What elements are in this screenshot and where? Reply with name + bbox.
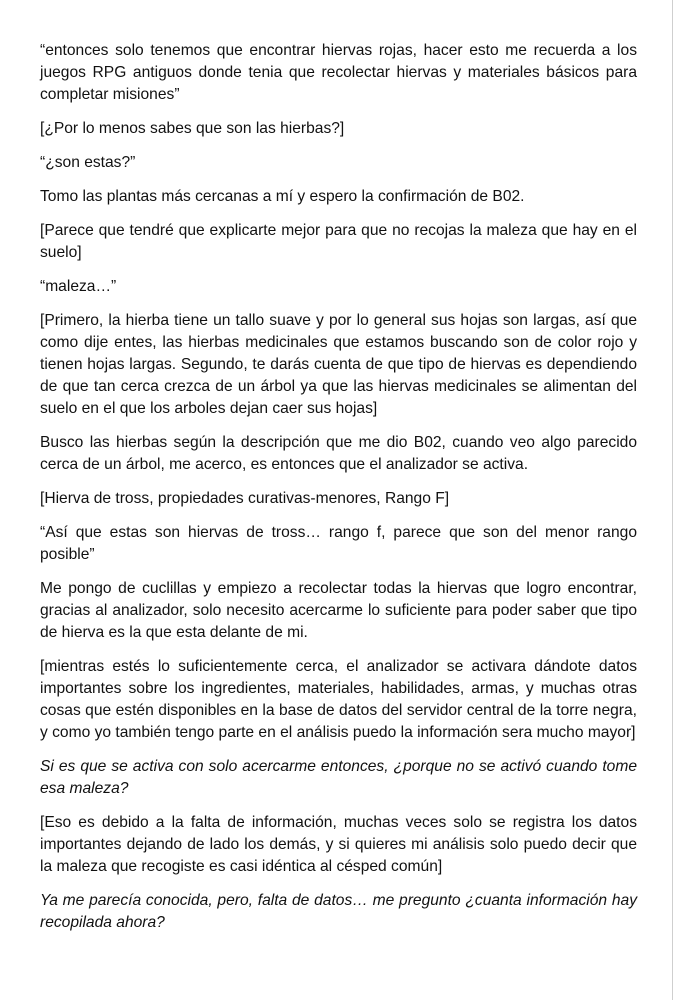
paragraph: “Así que estas son hiervas de tross… rango f, parece que son del menor rango posible”	[40, 524, 637, 563]
document-page	[40, 40, 637, 946]
paragraph: “entonces solo tenemos que encontrar hiervas rojas, hacer esto me recuerda a los juegos RPG antiguos donde tenia que recolectar hiervas y materiales básicos para completar misiones”	[40, 42, 637, 103]
paragraph: [Hierva de tross, propiedades curativas-menores, Rango F]	[40, 490, 450, 507]
paragraph: Me pongo de cuclillas y empiezo a recolectar todas la hiervas que logro encontrar, gracias al analizador, solo necesito acercarme lo suficiente para poder saber que tipo de hierva es la que esta delante de mi.	[40, 580, 637, 641]
paragraph: [¿Por lo menos sabes que son las hierbas?]	[40, 120, 345, 137]
paragraph: [Parece que tendré que explicarte mejor para que no recojas la maleza que hay en el suelo]	[40, 222, 637, 261]
paragraph-italic: Si es que se activa con solo acercarme entonces, ¿porque no se activó cuando tome esa maleza?	[40, 758, 637, 797]
paragraph: “maleza…”	[40, 278, 117, 295]
paragraph: [Primero, la hierba tiene un tallo suave y por lo general sus hojas son largas, así que como dije entes, las hierbas medicinales que estamos buscando son de color rojo y tienen hojas largas. Segundo, te darás cuenta de que tipo de hiervas es dependiendo de que tan cerca crezca de un árbol ya que las hiervas medicinales se alimentan del suelo en el que los arboles dejan caer sus hojas]	[40, 312, 637, 417]
paragraph-italic: Ya me parecía conocida, pero, falta de datos… me pregunto ¿cuanta información hay recopilada ahora?	[40, 892, 637, 931]
paragraph: [Eso es debido a la falta de información, muchas veces solo se registra los datos importantes dejando de lado los demás, y si quieres mi análisis solo puedo decir que la maleza que recogiste es casi idéntica al césped común]	[40, 814, 637, 875]
paragraph: “¿son estas?”	[40, 154, 136, 171]
paragraph: Busco las hierbas según la descripción que me dio B02, cuando veo algo parecido cerca de un árbol, me acerco, es entonces que el analizador se activa.	[40, 434, 637, 473]
page-edge-divider	[672, 0, 673, 1000]
paragraph: Tomo las plantas más cercanas a mí y espero la confirmación de B02.	[40, 188, 525, 205]
paragraph: [mientras estés lo suficientemente cerca, el analizador se activara dándote datos importantes sobre los ingredientes, materiales, habilidades, armas, y muchas otras cosas que estén disponibles en la base de datos del servidor central de la torre negra, y como yo también tengo parte en el análisis puedo la información sera mucho mayor]	[40, 658, 637, 741]
